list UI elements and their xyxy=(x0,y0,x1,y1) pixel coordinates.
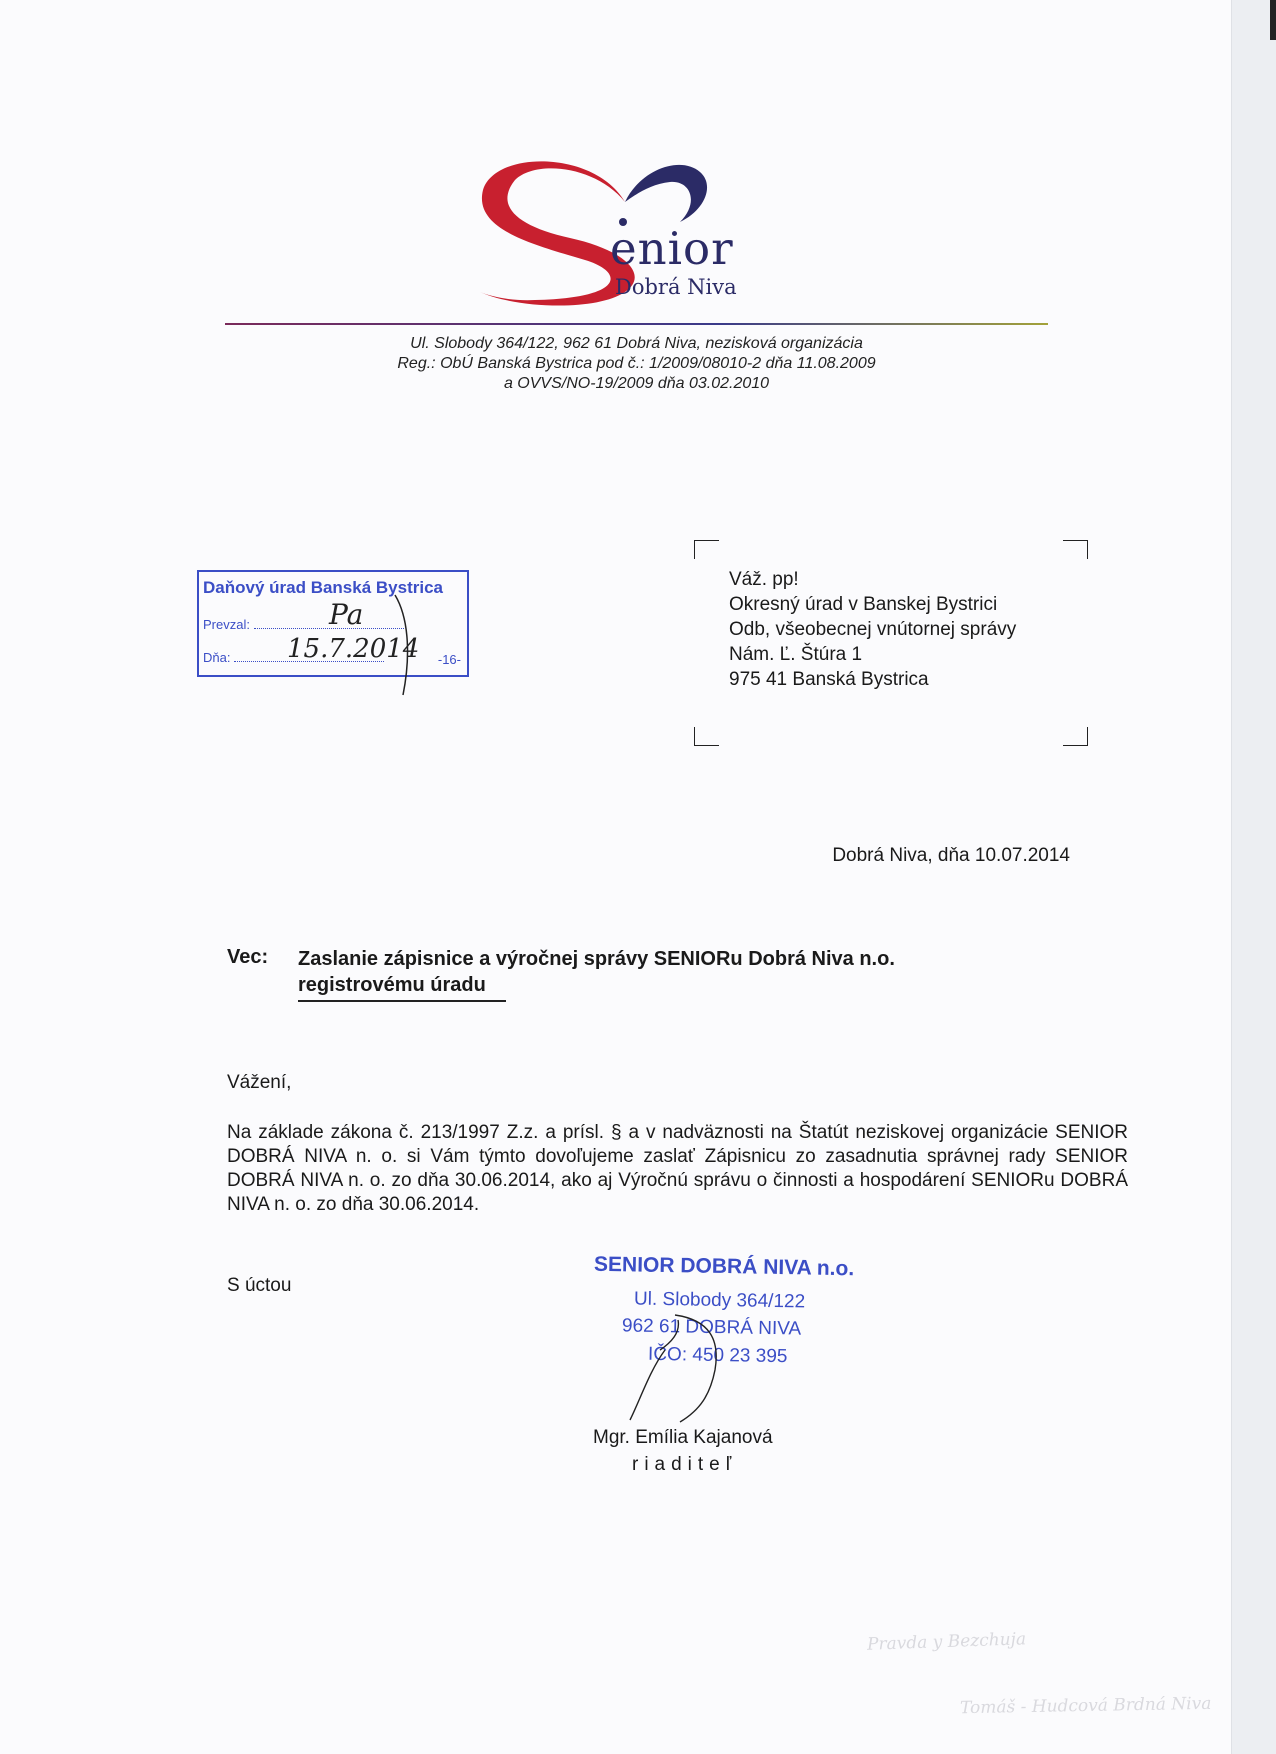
subject-line-2: registrovému úradu xyxy=(298,974,486,996)
addressee-line: Okresný úrad v Banskej Bystrici xyxy=(729,594,998,615)
salutation: Vážení, xyxy=(227,1072,292,1093)
window-corner-bottom-right xyxy=(1063,727,1088,746)
signer-name: Mgr. Emília Kajanová xyxy=(593,1427,773,1448)
edge-shadow xyxy=(1270,0,1276,40)
seal-line-1: SENIOR DOBRÁ NIVA n.o. xyxy=(593,1252,855,1281)
handwritten-date: 15.7.2014 xyxy=(287,634,420,664)
letterhead-line-1: Ul. Slobody 364/122, 962 61 Dobrá Niva, nezisková organizácia xyxy=(410,335,863,352)
logo-word: enior xyxy=(610,222,734,275)
subject-underline xyxy=(298,1000,506,1002)
senior-logo xyxy=(475,150,755,310)
handwritten-initials: Pa xyxy=(329,598,364,631)
header-rule xyxy=(225,323,1048,325)
handwritten-stroke xyxy=(385,590,415,700)
tax-office-stamp xyxy=(197,570,469,677)
letter-date: Dobrá Niva, dňa 10.07.2014 xyxy=(832,845,1070,866)
subject-label: Vec: xyxy=(227,946,269,968)
page-edge xyxy=(1231,0,1276,1754)
addressee-line: Nám. Ľ. Štúra 1 xyxy=(729,644,863,665)
stamp-title: Daňový úrad Banská Bystrica xyxy=(203,578,443,597)
window-corner-top-left xyxy=(694,540,719,559)
subject-text xyxy=(298,946,998,998)
seal-line-4: IČO: 450 23 395 xyxy=(647,1343,788,1368)
closing: S úctou xyxy=(227,1275,292,1296)
addressee-line: Váž. pp! xyxy=(729,569,799,590)
addressee-line: 975 41 Banská Bystrica xyxy=(729,669,929,690)
faint-handwritten-note: Tomáš - Hudcová Brdná Niva xyxy=(959,1693,1212,1719)
addressee-line: Odb, všeobecnej vnútornej správy xyxy=(729,619,1017,640)
window-corner-top-right xyxy=(1063,540,1088,559)
window-corner-bottom-left xyxy=(694,727,719,746)
letter-body: Na základe zákona č. 213/1997 Z.z. a prísl. § a v nadväznosti na Štatút neziskovej organizácie SENIOR DOBRÁ NIVA n. o. si Vám týmto dovoľujeme zaslať Zápisnicu zo zasadnutia správnej rady SENIOR DOBRÁ NIVA n. o. zo dňa 30.06.2014, ako aj Výročnú správu o činnosti a hospodárení SENIORu DOBRÁ NIVA n. o. zo dňa 30.06.2014. xyxy=(227,1122,1128,1215)
seal-line-2: Ul. Slobody 364/122 xyxy=(633,1288,806,1313)
signature xyxy=(620,1310,760,1430)
faint-handwritten-note: Pravda y Bezchuja xyxy=(866,1629,1027,1655)
stamp-number: -16- xyxy=(437,652,461,667)
addressee-block xyxy=(729,567,1016,692)
logo-subtitle: Dobrá Niva xyxy=(615,275,737,299)
stamp-received-label: Prevzal: xyxy=(203,617,250,632)
seal-line-3: 962 61 DOBRÁ NIVA xyxy=(621,1315,802,1340)
letterhead-line-3: a OVVS/NO-19/2009 dňa 03.02.2010 xyxy=(503,375,770,392)
letterhead-line-2: Reg.: ObÚ Banská Bystrica pod č.: 1/2009/08010-2 dňa 11.08.2009 xyxy=(397,355,876,372)
subject-line-1: Zaslanie zápisnice a výročnej správy SENIORu Dobrá Niva n.o. xyxy=(298,948,895,970)
letterhead-address xyxy=(225,334,1048,394)
stamp-date-label: Dňa: xyxy=(203,650,231,665)
signer-role: riaditeľ xyxy=(632,1454,738,1475)
